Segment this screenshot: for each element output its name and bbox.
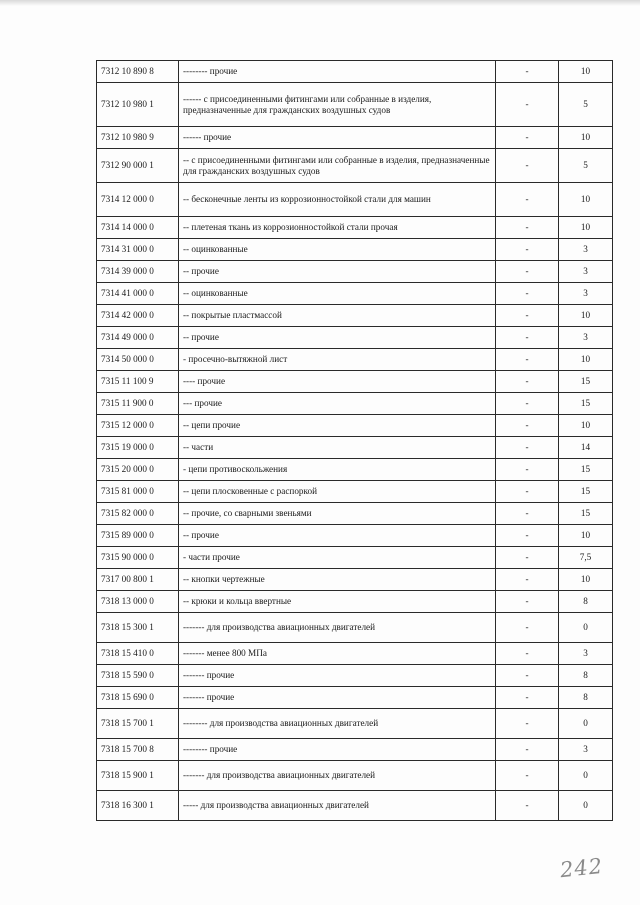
tnved-code-cell: 7314 14 000 0	[97, 217, 179, 239]
table-row	[97, 61, 613, 83]
description-cell: ------- прочие	[179, 665, 496, 687]
tnved-code-cell: 7315 11 100 9	[97, 371, 179, 393]
unit-cell: -	[496, 687, 559, 709]
tnved-code-cell: 7315 82 000 0	[97, 503, 179, 525]
unit-cell: -	[496, 503, 559, 525]
tnved-code-cell: 7315 90 000 0	[97, 547, 179, 569]
table-row	[97, 665, 613, 687]
duty-rate-cell: 0	[559, 613, 613, 643]
tariff-table	[96, 60, 613, 821]
scan-edge-shadow	[0, 0, 640, 6]
table-row	[97, 687, 613, 709]
duty-rate-cell: 10	[559, 415, 613, 437]
unit-cell: -	[496, 569, 559, 591]
duty-rate-cell: 10	[559, 525, 613, 547]
unit-cell: -	[496, 127, 559, 149]
tnved-code-cell: 7314 39 000 0	[97, 261, 179, 283]
duty-rate-cell: 3	[559, 643, 613, 665]
tnved-code-cell: 7314 31 000 0	[97, 239, 179, 261]
duty-rate-cell: 7,5	[559, 547, 613, 569]
tnved-code-cell: 7318 15 590 0	[97, 665, 179, 687]
unit-cell: -	[496, 83, 559, 127]
table-row	[97, 525, 613, 547]
table-row	[97, 547, 613, 569]
table-row	[97, 283, 613, 305]
table-row	[97, 415, 613, 437]
unit-cell: -	[496, 643, 559, 665]
description-cell: -- покрытые пластмассой	[179, 305, 496, 327]
tnved-code-cell: 7318 15 410 0	[97, 643, 179, 665]
table-row	[97, 261, 613, 283]
description-cell: ----- для производства авиационных двигателей	[179, 791, 496, 821]
unit-cell: -	[496, 761, 559, 791]
duty-rate-cell: 8	[559, 665, 613, 687]
table-row	[97, 481, 613, 503]
duty-rate-cell: 10	[559, 183, 613, 217]
tnved-code-cell: 7312 90 000 1	[97, 149, 179, 183]
description-cell: -- цепи плосковенные с распоркой	[179, 481, 496, 503]
unit-cell: -	[496, 709, 559, 739]
tnved-code-cell: 7318 15 690 0	[97, 687, 179, 709]
unit-cell: -	[496, 613, 559, 643]
tnved-code-cell: 7312 10 980 9	[97, 127, 179, 149]
unit-cell: -	[496, 525, 559, 547]
tnved-code-cell: 7315 20 000 0	[97, 459, 179, 481]
table-row	[97, 149, 613, 183]
unit-cell: -	[496, 371, 559, 393]
duty-rate-cell: 15	[559, 371, 613, 393]
table-row	[97, 305, 613, 327]
table-row	[97, 217, 613, 239]
table-row	[97, 183, 613, 217]
description-cell: - просечно-вытяжной лист	[179, 349, 496, 371]
unit-cell: -	[496, 739, 559, 761]
duty-rate-cell: 0	[559, 791, 613, 821]
unit-cell: -	[496, 327, 559, 349]
table-row	[97, 709, 613, 739]
duty-rate-cell: 3	[559, 283, 613, 305]
description-cell: -- плетеная ткань из коррозионностойкой стали прочая	[179, 217, 496, 239]
description-cell: -- прочие	[179, 327, 496, 349]
unit-cell: -	[496, 149, 559, 183]
unit-cell: -	[496, 349, 559, 371]
tnved-code-cell: 7318 15 900 1	[97, 761, 179, 791]
handwritten-page-number: 242	[558, 853, 605, 883]
description-cell: -- с присоединенными фитингами или собранные в изделия, предназначенные для гражданских воздушных судов	[179, 149, 496, 183]
duty-rate-cell: 3	[559, 261, 613, 283]
description-cell: ------ с присоединенными фитингами или собранные в изделия, предназначенные для гражданских воздушных судов	[179, 83, 496, 127]
unit-cell: -	[496, 393, 559, 415]
unit-cell: -	[496, 261, 559, 283]
description-cell: -- бесконечные ленты из коррозионностойкой стали для машин	[179, 183, 496, 217]
tnved-code-cell: 7315 12 000 0	[97, 415, 179, 437]
description-cell: --- прочие	[179, 393, 496, 415]
tnved-code-cell: 7314 42 000 0	[97, 305, 179, 327]
unit-cell: -	[496, 183, 559, 217]
tnved-code-cell: 7318 15 700 8	[97, 739, 179, 761]
description-cell: ------- для производства авиационных двигателей	[179, 761, 496, 791]
table-row	[97, 503, 613, 525]
description-cell: - части прочие	[179, 547, 496, 569]
unit-cell: -	[496, 591, 559, 613]
unit-cell: -	[496, 547, 559, 569]
table-row	[97, 327, 613, 349]
table-row	[97, 239, 613, 261]
table-row	[97, 83, 613, 127]
table-row	[97, 591, 613, 613]
table-row	[97, 437, 613, 459]
description-cell: -------- прочие	[179, 61, 496, 83]
unit-cell: -	[496, 459, 559, 481]
tnved-code-cell: 7314 12 000 0	[97, 183, 179, 217]
duty-rate-cell: 15	[559, 393, 613, 415]
description-cell: -- прочие, со сварными звеньями	[179, 503, 496, 525]
description-cell: -- прочие	[179, 525, 496, 547]
tnved-code-cell: 7317 00 800 1	[97, 569, 179, 591]
duty-rate-cell: 15	[559, 503, 613, 525]
tnved-code-cell: 7314 41 000 0	[97, 283, 179, 305]
tnved-code-cell: 7315 89 000 0	[97, 525, 179, 547]
table-row	[97, 569, 613, 591]
description-cell: ------- менее 800 МПа	[179, 643, 496, 665]
duty-rate-cell: 3	[559, 327, 613, 349]
table-row	[97, 127, 613, 149]
unit-cell: -	[496, 283, 559, 305]
description-cell: ------- прочие	[179, 687, 496, 709]
unit-cell: -	[496, 437, 559, 459]
unit-cell: -	[496, 415, 559, 437]
duty-rate-cell: 0	[559, 709, 613, 739]
duty-rate-cell: 5	[559, 83, 613, 127]
description-cell: -- части	[179, 437, 496, 459]
table-row	[97, 761, 613, 791]
unit-cell: -	[496, 217, 559, 239]
table-row	[97, 393, 613, 415]
description-cell: -- кнопки чертежные	[179, 569, 496, 591]
description-cell: - цепи противоскольжения	[179, 459, 496, 481]
unit-cell: -	[496, 239, 559, 261]
table-row	[97, 371, 613, 393]
description-cell: -- прочие	[179, 261, 496, 283]
duty-rate-cell: 8	[559, 591, 613, 613]
duty-rate-cell: 10	[559, 349, 613, 371]
description-cell: -------- для производства авиационных двигателей	[179, 709, 496, 739]
unit-cell: -	[496, 665, 559, 687]
table-row	[97, 459, 613, 481]
duty-rate-cell: 5	[559, 149, 613, 183]
duty-rate-cell: 10	[559, 305, 613, 327]
tnved-code-cell: 7318 13 000 0	[97, 591, 179, 613]
duty-rate-cell: 3	[559, 739, 613, 761]
tnved-code-cell: 7318 15 700 1	[97, 709, 179, 739]
description-cell: -- оцинкованные	[179, 239, 496, 261]
tnved-code-cell: 7312 10 890 8	[97, 61, 179, 83]
unit-cell: -	[496, 791, 559, 821]
unit-cell: -	[496, 61, 559, 83]
duty-rate-cell: 15	[559, 459, 613, 481]
description-cell: -- цепи прочие	[179, 415, 496, 437]
unit-cell: -	[496, 305, 559, 327]
duty-rate-cell: 3	[559, 239, 613, 261]
table-row	[97, 739, 613, 761]
tariff-table-body	[97, 61, 613, 821]
table-row	[97, 613, 613, 643]
duty-rate-cell: 0	[559, 761, 613, 791]
description-cell: ---- прочие	[179, 371, 496, 393]
tnved-code-cell: 7315 11 900 0	[97, 393, 179, 415]
tnved-code-cell: 7315 19 000 0	[97, 437, 179, 459]
tnved-code-cell: 7314 49 000 0	[97, 327, 179, 349]
description-cell: ------ прочие	[179, 127, 496, 149]
table-row	[97, 349, 613, 371]
table-row	[97, 791, 613, 821]
duty-rate-cell: 10	[559, 217, 613, 239]
duty-rate-cell: 8	[559, 687, 613, 709]
description-cell: -- оцинкованные	[179, 283, 496, 305]
duty-rate-cell: 15	[559, 481, 613, 503]
duty-rate-cell: 14	[559, 437, 613, 459]
table-row	[97, 643, 613, 665]
tnved-code-cell: 7315 81 000 0	[97, 481, 179, 503]
tnved-code-cell: 7314 50 000 0	[97, 349, 179, 371]
unit-cell: -	[496, 481, 559, 503]
description-cell: -------- прочие	[179, 739, 496, 761]
tnved-code-cell: 7318 15 300 1	[97, 613, 179, 643]
duty-rate-cell: 10	[559, 61, 613, 83]
duty-rate-cell: 10	[559, 569, 613, 591]
description-cell: ------- для производства авиационных двигателей	[179, 613, 496, 643]
tnved-code-cell: 7318 16 300 1	[97, 791, 179, 821]
description-cell: -- крюки и кольца ввертные	[179, 591, 496, 613]
duty-rate-cell: 10	[559, 127, 613, 149]
tnved-code-cell: 7312 10 980 1	[97, 83, 179, 127]
